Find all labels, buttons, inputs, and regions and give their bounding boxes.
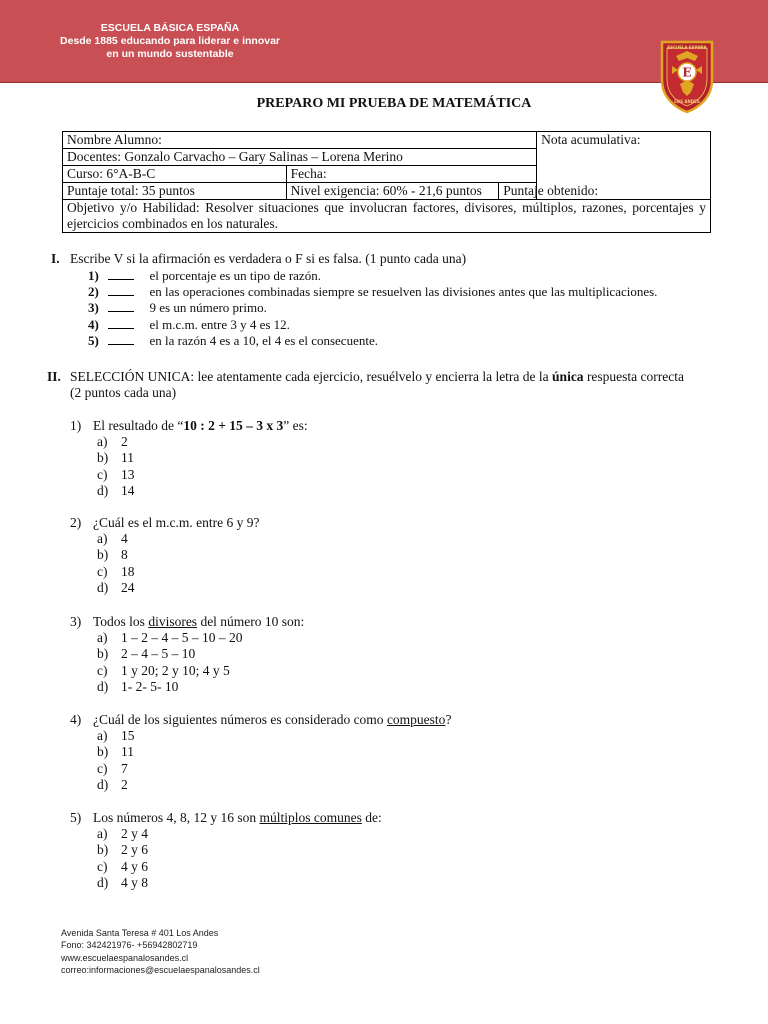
option-a[interactable] <box>70 434 308 450</box>
option-c[interactable] <box>70 467 308 483</box>
footer-address: Avenida Santa Teresa # 401 Los Andes <box>61 928 219 938</box>
teachers-cell: Docentes: Gonzalo Carvacho – Gary Salinas – Lorena Merino <box>63 149 537 166</box>
question-text: del número 10 son: <box>200 614 305 629</box>
question-3 <box>70 614 304 695</box>
tf-item-number: 3) <box>88 300 99 315</box>
option-text: 1 y 20; 2 y 10; 4 y 5 <box>121 662 230 678</box>
tf-answer-blank[interactable] <box>108 333 134 345</box>
option-c[interactable] <box>70 761 451 777</box>
school-tagline-2: en un mundo sustentable <box>106 48 234 60</box>
option-b[interactable] <box>70 646 304 662</box>
option-c[interactable] <box>70 663 304 679</box>
tf-answer-blank[interactable] <box>108 317 134 329</box>
tf-answer-blank[interactable] <box>108 284 134 296</box>
option-text: 2 y 6 <box>121 842 148 858</box>
option-b[interactable] <box>70 547 259 563</box>
tf-item-text: el m.c.m. entre 3 y 4 es 12. <box>149 317 290 332</box>
question-1 <box>70 418 308 499</box>
option-text: 24 <box>121 579 135 595</box>
school-tagline-1: Desde 1885 educando para liderar e innovar <box>59 35 280 47</box>
instruction-text: SELECCIÓN UNICA: lee atentamente cada ejercicio, resuélvelo y encierra la letra de la <box>70 369 549 384</box>
question-number: 1) <box>70 418 82 433</box>
tf-item-text: en las operaciones combinadas siempre se resuelven las divisiones antes que las multiplicaciones. <box>149 284 658 299</box>
option-letter[interactable]: c) <box>97 662 108 678</box>
question-text: ¿Cuál es el m.c.m. entre 6 y 9? <box>93 515 260 530</box>
option-text: 2 y 4 <box>121 826 148 842</box>
option-text: 14 <box>121 482 135 498</box>
student-info-table <box>62 131 711 233</box>
requirement-cell: Nivel exigencia: 60% - 21,6 puntos <box>286 183 499 200</box>
footer-phone: Fono: 342421976- +56942802719 <box>61 940 198 951</box>
option-letter[interactable]: b) <box>97 450 109 466</box>
total-score-cell: Puntaje total: 35 puntos <box>63 183 287 200</box>
question-stem <box>70 418 308 434</box>
tf-item-text: el porcentaje es un tipo de razón. <box>149 268 321 283</box>
instruction-points: (2 puntos cada una) <box>70 385 177 400</box>
question-stem <box>70 712 451 728</box>
tf-item-number: 2) <box>88 284 99 299</box>
option-letter[interactable]: c) <box>97 858 108 874</box>
option-letter[interactable]: a) <box>97 630 108 646</box>
option-c[interactable] <box>70 564 259 580</box>
option-text: 15 <box>121 728 135 744</box>
question-number: 4) <box>70 712 82 727</box>
question-text: ” es: <box>283 418 308 433</box>
section-2-instruction <box>70 369 715 401</box>
option-d[interactable] <box>70 875 382 891</box>
date-field[interactable]: Fecha: <box>286 166 537 183</box>
tf-answer-blank[interactable] <box>108 300 134 312</box>
option-c[interactable] <box>70 859 382 875</box>
option-letter[interactable]: d) <box>97 482 109 498</box>
tf-item-text: en la razón 4 es a 10, el 4 es el consecuente. <box>149 333 378 348</box>
tf-item <box>88 333 378 349</box>
option-letter[interactable]: b) <box>97 646 109 662</box>
question-5 <box>70 810 382 891</box>
school-header-text <box>52 22 288 61</box>
tf-item-number: 5) <box>88 333 99 348</box>
tf-item-number: 1) <box>88 268 99 283</box>
option-text: 11 <box>121 744 134 760</box>
course-cell: Curso: 6°A-B-C <box>63 166 287 183</box>
question-text: de: <box>365 810 382 825</box>
section-1-instruction: Escribe V si la afirmación es verdadera o F si es falsa. (1 punto cada una) <box>70 251 467 266</box>
question-expression: 10 : 2 + 15 – 3 x 3 <box>183 418 284 433</box>
option-text: 11 <box>121 450 134 466</box>
footer-email-link[interactable]: correo:informaciones@escuelaespanalosandes.cl <box>61 965 260 976</box>
tf-item-number: 4) <box>88 317 99 332</box>
option-a[interactable] <box>70 630 304 646</box>
instruction-text: respuesta correcta <box>586 369 685 384</box>
question-text: Todos los <box>93 614 145 629</box>
question-number: 2) <box>70 515 82 530</box>
question-keyword: múltiplos comunes <box>259 810 362 825</box>
question-stem <box>70 810 382 826</box>
crest-top-text: ESCUELA ESPAÑA <box>667 45 707 50</box>
question-number: 5) <box>70 810 82 825</box>
tf-item-text: 9 es un número primo. <box>149 300 267 315</box>
instruction-emphasis: única <box>552 369 584 384</box>
crest-letter: E <box>682 65 692 80</box>
option-letter[interactable]: c) <box>97 760 108 776</box>
option-text: 18 <box>121 563 135 579</box>
option-text: 2 <box>121 776 128 792</box>
option-letter[interactable]: c) <box>97 563 108 579</box>
question-text: Los números 4, 8, 12 y 16 son <box>93 810 257 825</box>
page-title: PREPARO MI PRUEBA DE MATEMÁTICA <box>256 96 532 111</box>
student-name-field[interactable]: Nombre Alumno: <box>63 132 537 149</box>
objective-cell: Objetivo y/o Habilidad: Resolver situaciones que involucran factores, divisores, múltiplos, razones, porcentajes y ejercicios combinados en los naturales. <box>63 200 711 233</box>
header-banner <box>0 0 768 83</box>
option-letter[interactable]: a) <box>97 434 108 450</box>
option-letter[interactable]: d) <box>97 776 109 792</box>
footer-contact <box>61 927 260 977</box>
option-d[interactable] <box>70 483 308 499</box>
option-letter[interactable]: d) <box>97 678 109 694</box>
section-2-numeral: II. <box>47 369 61 384</box>
question-number: 3) <box>70 614 82 629</box>
obtained-score-field[interactable]: Puntaje obtenido: <box>499 183 711 200</box>
option-a[interactable] <box>70 826 382 842</box>
option-text: 2 <box>121 434 128 450</box>
question-text: ¿Cuál de los siguientes números es considerado como <box>93 712 384 727</box>
tf-item <box>88 300 267 316</box>
question-text: El resultado de “ <box>93 418 184 433</box>
tf-item <box>88 268 321 284</box>
section-1-numeral: I. <box>51 251 60 266</box>
question-stem <box>70 614 304 630</box>
option-letter[interactable]: c) <box>97 466 108 482</box>
option-letter[interactable]: d) <box>97 874 109 890</box>
option-text: 13 <box>121 466 135 482</box>
option-letter[interactable]: b) <box>97 842 109 858</box>
option-b[interactable] <box>70 744 451 760</box>
option-text: 4 y 8 <box>121 874 148 890</box>
grade-note-field[interactable]: Nota acumulativa: <box>537 132 711 200</box>
option-letter[interactable]: a) <box>97 826 108 842</box>
question-text: ? <box>445 712 452 727</box>
crest-bottom-text: LOS ANDES <box>674 99 700 104</box>
option-text: 2 – 4 – 5 – 10 <box>121 646 196 662</box>
question-keyword: divisores <box>148 614 198 629</box>
option-text: 4 <box>121 531 128 547</box>
option-text: 4 y 6 <box>121 858 148 874</box>
tf-answer-blank[interactable] <box>108 268 134 280</box>
tf-item <box>88 284 657 300</box>
question-4 <box>70 712 451 793</box>
question-2 <box>70 515 259 596</box>
option-letter[interactable]: a) <box>97 728 108 744</box>
option-a[interactable] <box>70 531 259 547</box>
option-text: 1 – 2 – 4 – 5 – 10 – 20 <box>121 630 243 646</box>
option-letter[interactable]: b) <box>97 547 109 563</box>
footer-website-link[interactable]: www.escuelaespanalosandes.cl <box>61 952 189 963</box>
question-stem <box>70 515 259 531</box>
school-name: ESCUELA BÁSICA ESPAÑA <box>100 22 240 34</box>
option-d[interactable] <box>70 580 259 596</box>
option-letter[interactable]: a) <box>97 531 108 547</box>
option-letter[interactable]: b) <box>97 744 109 760</box>
tf-item <box>88 317 290 333</box>
option-a[interactable] <box>70 728 451 744</box>
option-d[interactable] <box>70 777 451 793</box>
option-d[interactable] <box>70 679 304 695</box>
option-text: 1- 2- 5- 10 <box>121 678 179 694</box>
question-keyword: compuesto <box>386 712 446 727</box>
option-text: 8 <box>121 547 128 563</box>
option-letter[interactable]: d) <box>97 579 109 595</box>
option-text: 7 <box>121 760 128 776</box>
option-b[interactable] <box>70 450 308 466</box>
option-b[interactable] <box>70 842 382 858</box>
